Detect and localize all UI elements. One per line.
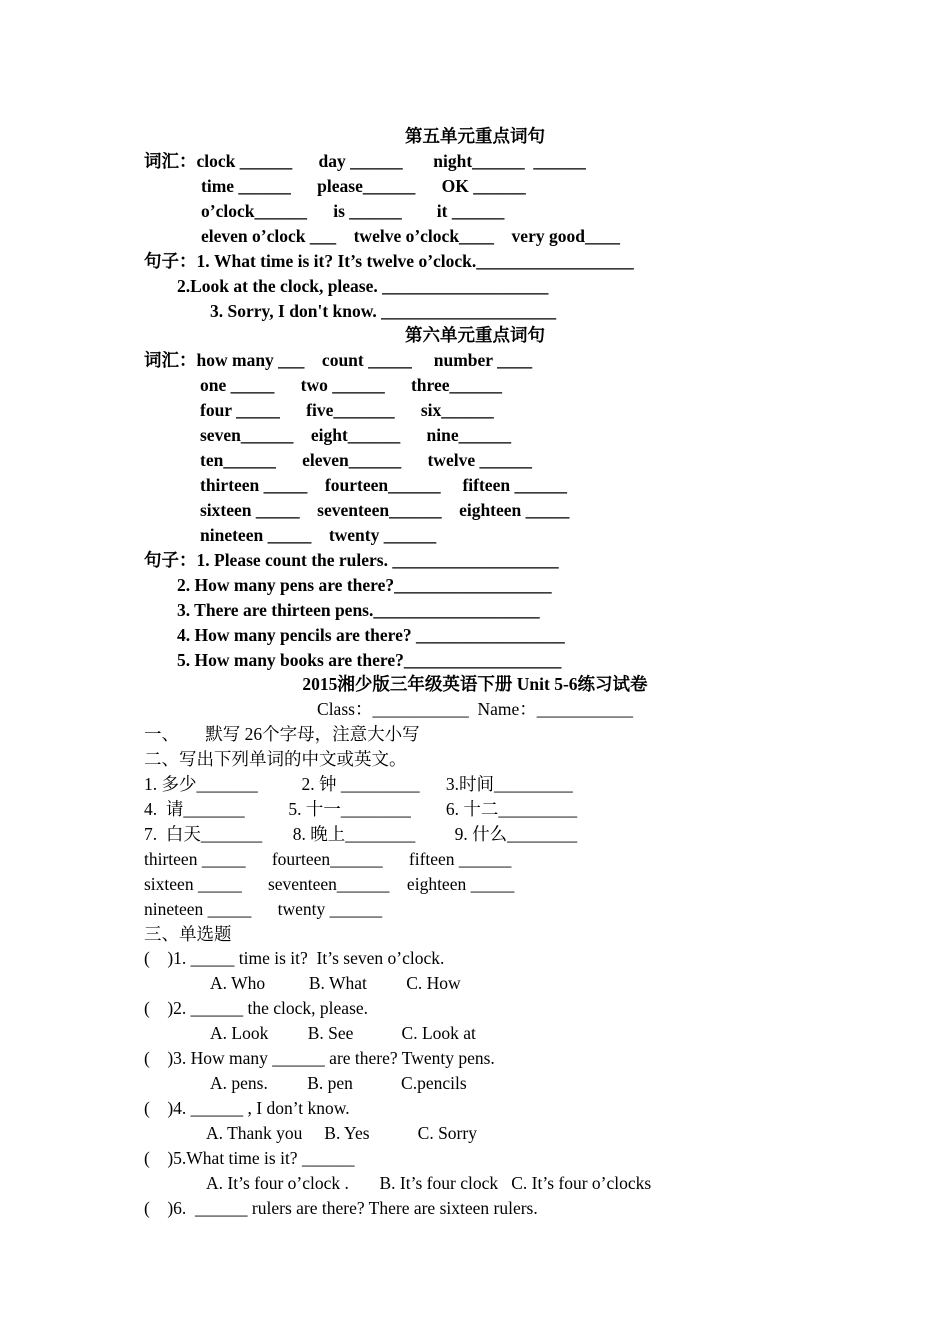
unit6-sentence-line: 4. How many pencils are there? _________________ — [177, 625, 565, 645]
section2-line: 1. 多少_______ 2. 钟 _________ 3.时间_________ — [144, 774, 573, 794]
unit6-sentence-line: 2. How many pens are there?__________________ — [177, 575, 552, 595]
unit5-sentence-line: 2.Look at the clock, please. ___________________ — [177, 276, 549, 296]
section2-line: sixteen _____ seventeen______ eighteen _____ — [144, 874, 515, 894]
unit5-sentence-line: 3. Sorry, I don't know. ____________________ — [210, 301, 557, 321]
unit6-vocab-line: 词汇：how many ___ count _____ number ____ — [144, 350, 533, 370]
options-line: A. pens. B. pen C.pencils — [210, 1073, 467, 1093]
class-name-line: Class：___________ Name：___________ — [317, 699, 633, 719]
section1-heading: 一、 默写 26个字母，注意大小写 — [144, 724, 420, 744]
section2-line: 4. 请_______ 5. 十一________ 6. 十二_________ — [144, 799, 578, 819]
section2-heading: 二、写出下列单词的中文或英文。 — [144, 749, 407, 769]
unit5-vocab-line: time ______ please______ OK ______ — [201, 176, 526, 196]
unit5-sentence-line: 句子：1. What time is it? It’s twelve o’clock.__________________ — [144, 251, 634, 271]
unit6-sentence-line: 5. How many books are there?__________________ — [177, 650, 562, 670]
options-line: A. Thank you B. Yes C. Sorry — [206, 1123, 477, 1143]
section3-heading: 三、单选题 — [144, 924, 232, 944]
options-line: A. Who B. What C. How — [210, 973, 461, 993]
unit6-vocab-line: one _____ two ______ three______ — [200, 375, 503, 395]
exam-title: 2015湘少版三年级英语下册 Unit 5-6练习试卷 — [302, 674, 648, 694]
section2-line: thirteen _____ fourteen______ fifteen ______ — [144, 849, 512, 869]
unit6-vocab-line: sixteen _____ seventeen______ eighteen _____ — [200, 500, 570, 520]
unit5-title: 第五单元重点词句 — [405, 126, 545, 146]
unit6-title: 第六单元重点词句 — [405, 325, 545, 345]
unit6-vocab-line: seven______ eight______ nine______ — [200, 425, 512, 445]
unit6-vocab-line: four _____ five_______ six______ — [200, 400, 494, 420]
question-line: ( )1. _____ time is it? It’s seven o’clock. — [144, 948, 445, 968]
unit6-vocab-line: ten______ eleven______ twelve ______ — [200, 450, 532, 470]
unit5-vocab-line: eleven o’clock ___ twelve o’clock____ very good____ — [201, 226, 620, 246]
question-line: ( )4. ______ , I don’t know. — [144, 1098, 350, 1118]
unit6-vocab-line: thirteen _____ fourteen______ fifteen ______ — [200, 475, 567, 495]
unit6-vocab-line: nineteen _____ twenty ______ — [200, 525, 437, 545]
section2-line: 7. 白天_______ 8. 晚上________ 9. 什么________ — [144, 824, 578, 844]
unit5-vocab-line: o’clock______ is ______ it ______ — [201, 201, 505, 221]
options-line: A. Look B. See C. Look at — [210, 1023, 476, 1043]
options-line: A. It’s four o’clock . B. It’s four clock C. It’s four o’clocks — [206, 1173, 652, 1193]
unit6-sentence-line: 句子：1. Please count the rulers. ___________________ — [144, 550, 559, 570]
question-line: ( )2. ______ the clock, please. — [144, 998, 369, 1018]
question-line: ( )3. How many ______ are there? Twenty pens. — [144, 1048, 495, 1068]
question-line: ( )6. ______ rulers are there? There are sixteen rulers. — [144, 1198, 538, 1218]
unit5-vocab-line: 词汇：clock ______ day ______ night______ ______ — [144, 151, 586, 171]
question-line: ( )5.What time is it? ______ — [144, 1148, 355, 1168]
section2-line: nineteen _____ twenty ______ — [144, 899, 383, 919]
unit6-sentence-line: 3. There are thirteen pens.___________________ — [177, 600, 540, 620]
